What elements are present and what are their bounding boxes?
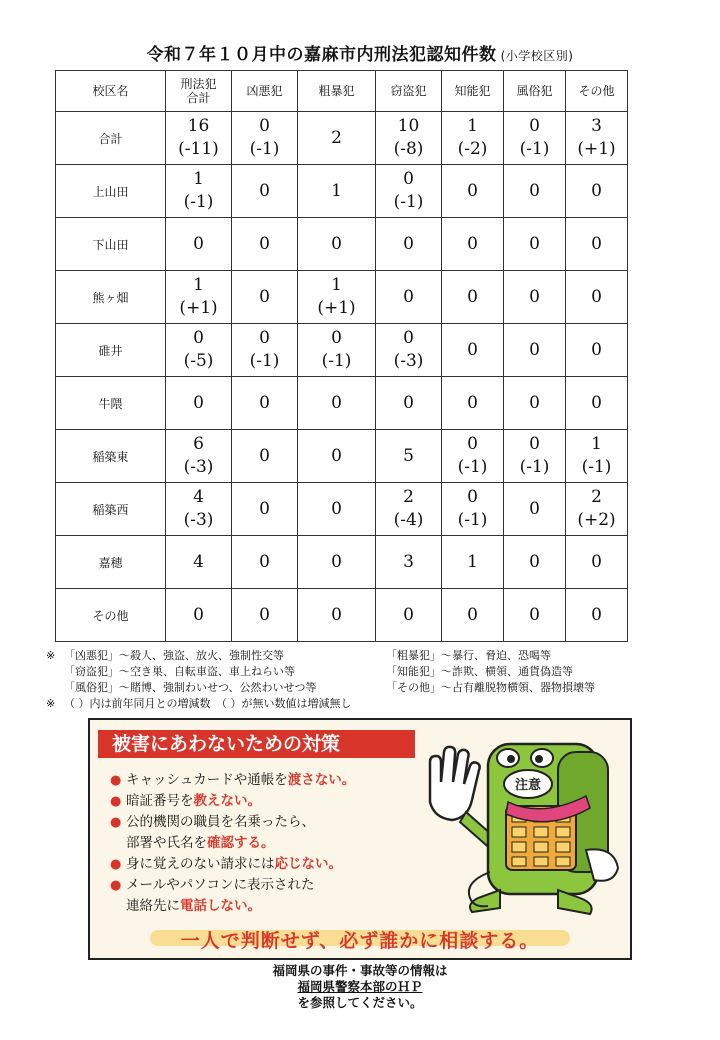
tip-text [126,791,261,812]
count-cell [442,218,504,271]
tip-text-emphasis: 応じない。 [274,856,342,872]
footer-line1: 福岡県の事件・事故等の情報は [272,963,448,978]
count-value: 0 [467,233,478,254]
count-change: (+2) [577,510,616,530]
note-diff-explanation: （ ）内は前年同月との増減数 （ ）が無い数値は増減無し [64,697,352,710]
page-title [0,40,720,65]
count-cell [232,324,298,377]
header-label: 知能犯 [454,84,491,98]
table-row [56,377,628,430]
tip-text-plain: 身に覚えのない請求には [126,856,275,872]
tip-text-plain: メールやパソコンに表示された 連絡先に [126,877,315,914]
count-cell [166,324,232,377]
bullet-icon: ● [110,878,122,893]
bullet-icon: ● [110,773,122,788]
count-cell [376,377,442,430]
header-label: 風俗犯 [516,84,553,98]
count-cell [504,271,566,324]
count-value: 0 [591,392,602,413]
mascot-illustration [408,722,628,922]
count-change: (-3) [393,351,424,371]
count-cell [504,430,566,483]
count-value: 0 [467,434,478,454]
count-value: 0 [403,328,414,348]
header-label: 粗暴犯 [318,84,355,98]
count-value: 0 [467,487,478,507]
header-category [442,71,504,112]
count-value: 1 [193,169,204,189]
count-value: 0 [403,169,414,189]
count-value: 0 [591,339,602,360]
header-category [232,71,298,112]
count-value: 0 [259,180,270,201]
count-value: 0 [331,604,342,625]
tip-text [126,770,355,791]
table-row [56,536,628,589]
tip-text-emphasis: 確認する。 [207,835,275,851]
count-cell [232,377,298,430]
count-value: 0 [529,604,540,625]
area-name-cell: 嘉穂 [56,536,166,589]
count-cell [566,377,628,430]
count-change: (-8) [393,139,424,159]
count-cell [232,271,298,324]
count-value: 0 [193,328,204,348]
area-name-cell: 牛隈 [56,377,166,430]
poster-heading: 被害にあわないための対策 [98,730,415,758]
table-row [56,483,628,536]
count-change: (+1) [179,298,218,318]
count-change: (-3) [183,457,214,477]
count-cell [298,483,376,536]
count-cell [166,271,232,324]
area-name-cell: 稲築西 [56,483,166,536]
count-cell [166,218,232,271]
count-value: 0 [529,286,540,307]
count-value: 0 [591,551,602,572]
count-value: 0 [259,551,270,572]
header-label: 凶悪犯 [246,84,283,98]
count-cell [504,536,566,589]
header-category [566,71,628,112]
bullet-icon: ● [110,794,122,809]
title-sub: (小学校区別) [500,49,574,63]
header-label: 合計 [186,91,211,105]
count-change: (-11) [178,139,219,159]
tip-text [126,854,342,875]
footnote-row [46,664,686,680]
count-value: 1 [331,180,342,201]
count-cell [566,536,628,589]
footer [0,963,720,1011]
count-value: 0 [591,180,602,201]
count-value: 0 [591,604,602,625]
count-value: 1 [591,434,602,454]
poster-tip [110,812,410,854]
header-label: 窃盗犯 [390,84,427,98]
note-other: 「その他」～占有離脱物横領、器物損壊等 [386,681,595,694]
count-change: (-1) [249,351,280,371]
count-cell [566,112,628,165]
count-cell [166,536,232,589]
count-cell [166,589,232,642]
count-cell [232,218,298,271]
count-change: (-1) [581,457,612,477]
tip-text-emphasis: 渡さない。 [287,772,356,788]
tip-text-plain: 公的機関の職員を名乗ったら、 部署や氏名を [126,814,315,851]
count-cell [566,589,628,642]
count-value: 0 [193,604,204,625]
header-category [504,71,566,112]
count-value: 0 [259,328,270,348]
count-cell [376,483,442,536]
header-label: 校区名 [92,84,129,98]
count-change: (-1) [393,192,424,212]
count-cell [442,589,504,642]
count-change: (-3) [183,510,214,530]
count-cell [442,165,504,218]
count-cell [566,218,628,271]
count-cell [442,112,504,165]
count-cell [298,271,376,324]
count-value: 0 [259,392,270,413]
count-value: 0 [467,339,478,360]
count-change: (+1) [317,298,356,318]
count-value: 0 [331,551,342,572]
footer-line3: を参照してください。 [297,995,423,1010]
count-value: 0 [259,445,270,466]
area-name-cell: その他 [56,589,166,642]
count-change: (-1) [321,351,352,371]
count-change: (-4) [393,510,424,530]
count-cell [504,165,566,218]
count-value: 0 [529,498,540,519]
count-value: 0 [331,445,342,466]
table-row [56,218,628,271]
count-value: 2 [591,487,602,507]
count-cell [442,483,504,536]
count-cell [504,218,566,271]
count-cell [376,271,442,324]
header-area [56,71,166,112]
count-cell [298,536,376,589]
footnote-row [46,680,686,696]
count-cell [442,324,504,377]
tip-text-emphasis: 教えない。 [193,793,261,809]
count-cell [166,165,232,218]
count-cell [166,430,232,483]
count-value: 0 [403,392,414,413]
tip-text-plain: 暗証番号を [126,793,194,809]
count-cell [298,589,376,642]
count-value: 0 [259,604,270,625]
count-cell [232,165,298,218]
count-change: (-1) [183,192,214,212]
count-cell [298,430,376,483]
count-value: 4 [193,487,204,507]
count-value: 0 [259,498,270,519]
poster-tip [110,770,410,791]
count-cell [442,271,504,324]
count-cell [376,165,442,218]
header-category [166,71,232,112]
area-name-cell: 下山田 [56,218,166,271]
count-cell [232,536,298,589]
count-cell [232,112,298,165]
area-name-cell: 上山田 [56,165,166,218]
count-cell [566,483,628,536]
tip-text [126,812,315,854]
count-value: 6 [193,434,204,454]
count-cell [376,324,442,377]
count-cell [504,589,566,642]
count-cell [566,271,628,324]
count-value: 0 [467,604,478,625]
table-row [56,589,628,642]
poster-tip [110,854,410,875]
area-name-cell: 碓井 [56,324,166,377]
count-value: 1 [467,116,478,136]
footnote-row [46,648,686,664]
note-mark: ※ [46,697,56,710]
count-value: 0 [403,604,414,625]
count-value: 0 [529,551,540,572]
count-cell [566,324,628,377]
count-cell [298,218,376,271]
count-change: (-1) [249,139,280,159]
poster-tip [110,791,410,812]
count-value: 1 [467,551,478,572]
count-value: 3 [591,116,602,136]
count-cell [232,589,298,642]
count-value: 0 [259,233,270,254]
area-name-cell: 熊ヶ畑 [56,271,166,324]
crime-stats-table [55,70,628,642]
header-category [298,71,376,112]
count-cell [504,324,566,377]
table-row [56,271,628,324]
header-label: 刑法犯 [180,77,217,91]
count-cell [566,165,628,218]
count-value: 0 [331,498,342,519]
count-value: 0 [331,328,342,348]
count-value: 0 [529,392,540,413]
count-cell [504,483,566,536]
count-value: 0 [467,392,478,413]
count-change: (-5) [183,351,214,371]
table-body [56,112,628,642]
count-cell [298,112,376,165]
note-intellectual: 「知能犯」～詐欺、横領、通貨偽造等 [386,665,573,678]
tip-text-plain: キャッシュカードや通帳を [126,772,288,788]
count-cell [504,112,566,165]
count-value: 4 [193,551,204,572]
count-cell [298,165,376,218]
count-value: 0 [331,233,342,254]
count-cell [298,377,376,430]
count-value: 0 [259,116,270,136]
area-name-cell: 合計 [56,112,166,165]
tip-text [126,875,314,917]
count-cell [232,483,298,536]
note-rough: 「粗暴犯」～暴行、脅迫、恐喝等 [386,649,551,662]
count-value: 0 [529,180,540,201]
count-cell [442,377,504,430]
count-cell [166,377,232,430]
bullet-icon: ● [110,815,122,830]
count-value: 0 [591,233,602,254]
count-value: 0 [331,392,342,413]
count-cell [442,430,504,483]
fraud-prevention-poster [88,718,632,960]
count-value: 5 [403,445,414,466]
count-change: (-2) [457,139,488,159]
count-change: (-1) [519,457,550,477]
count-value: 0 [529,339,540,360]
table-row [56,165,628,218]
count-change: (-1) [457,510,488,530]
count-cell [232,430,298,483]
count-change: (+1) [577,139,616,159]
count-value: 0 [467,180,478,201]
count-cell [376,589,442,642]
poster-tips-list [110,770,410,917]
count-change: (-1) [457,457,488,477]
count-value: 0 [529,233,540,254]
count-value: 10 [397,116,420,136]
bullet-icon: ● [110,857,122,872]
table-row [56,430,628,483]
count-value: 2 [403,487,414,507]
header-category [376,71,442,112]
count-value: 0 [193,392,204,413]
table-header-row [56,71,628,112]
footnote-row [46,696,686,712]
poster-slogan: 一人で判断せず、必ず誰かに相談する。 [180,930,540,952]
count-cell [166,112,232,165]
note-violent: 「凶悪犯」～殺人、強盗、放火、強制性交等 [64,649,284,662]
note-morals: 「風俗犯」～賭博、強制わいせつ、公然わいせつ等 [64,681,317,694]
count-value: 16 [187,116,210,136]
count-value: 3 [403,551,414,572]
count-change: (-1) [519,139,550,159]
count-value: 1 [193,275,204,295]
count-value: 0 [529,116,540,136]
count-value: 0 [467,286,478,307]
count-cell [166,483,232,536]
count-value: 0 [591,286,602,307]
table-row [56,112,628,165]
count-value: 0 [193,233,204,254]
count-cell [442,536,504,589]
count-cell [504,377,566,430]
tip-text-emphasis: 電話しない。 [180,898,261,914]
note-mark: ※ [46,649,56,662]
count-cell [376,430,442,483]
count-value: 0 [403,233,414,254]
count-value: 2 [331,127,342,148]
count-value: 0 [259,286,270,307]
title-main: 令和７年１０月中の嘉麻市内刑法犯認知件数 [146,45,497,65]
count-value: 0 [529,434,540,454]
count-value: 0 [403,286,414,307]
count-cell [376,218,442,271]
note-theft: 「窃盗犯」～空き巣、自転車盗、車上ねらい等 [64,665,295,678]
footnotes [46,648,686,712]
poster-tip [110,875,410,917]
header-label: その他 [578,84,615,98]
mascot-badge-text: 注意 [514,778,542,793]
prefectural-police-link[interactable]: 福岡県警察本部のＨＰ [297,979,423,994]
count-cell [376,536,442,589]
count-cell [566,430,628,483]
count-value: 1 [331,275,342,295]
count-cell [298,324,376,377]
area-name-cell: 稲築東 [56,430,166,483]
table-row [56,324,628,377]
count-cell [376,112,442,165]
